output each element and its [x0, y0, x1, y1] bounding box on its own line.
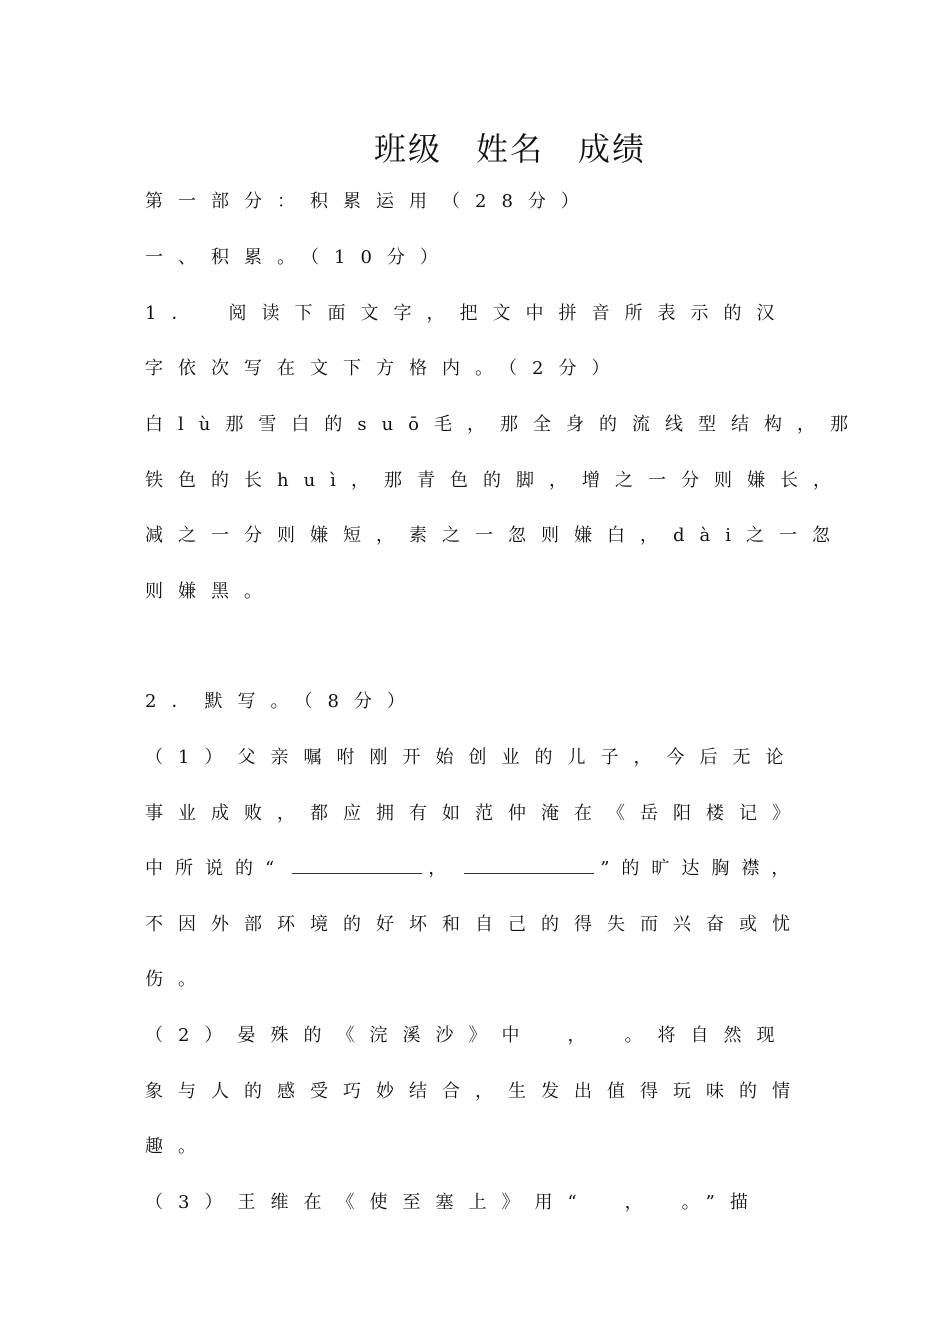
passage-line-3: 减之一分则嫌短，素之一忽则嫌白，dài之一忽: [145, 525, 846, 546]
question-2-1-line-2: 事业成败，都应拥有如范仲淹在《岳阳楼记》: [145, 803, 805, 824]
answer-blank-2[interactable]: [464, 859, 594, 874]
blank-separator-text: ，: [428, 858, 459, 879]
question-2-2-line-2: 象与人的感受巧妙结合，生发出值得玩味的情: [145, 1081, 805, 1102]
passage-line-1: 白lù那雪白的suō毛，那全身的流线型结构，那: [145, 414, 864, 435]
question-2-3-line-1: （3）王维在《使至塞上》用“ ， 。”描: [145, 1192, 763, 1213]
section-heading: 第一部分：积累运用（28分）: [145, 191, 594, 212]
passage-line-2: 铁色的长huì，那青色的脚，增之一分则嫌长，: [145, 470, 846, 491]
subsection-heading: 一、积累。（10分）: [145, 247, 453, 268]
blank-suffix-text: ”的旷达胸襟，: [600, 858, 802, 879]
question-2-1-line-3: [145, 857, 801, 881]
question-2-1-line-4: 不因外部环境的好坏和自己的得失而兴奋或忧: [145, 914, 805, 935]
question-2-1-line-1: （1）父亲嘱咐刚开始创业的儿子，今后无论: [145, 747, 799, 768]
blank-prefix-text: 中所说的“: [145, 858, 287, 879]
question-1-line-2: 字依次写在文下方格内。（2分）: [145, 358, 625, 379]
question-2-1-line-5: 伤。: [145, 969, 211, 990]
answer-blank-1[interactable]: [292, 859, 422, 874]
question-2-2-line-3: 趣。: [145, 1136, 211, 1157]
page-title: 班级 姓名 成绩: [373, 130, 646, 168]
question-1-line-1: 1． 阅读下面文字，把文中拼音所表示的汉: [145, 303, 790, 324]
passage-line-4: 则嫌黑。: [145, 581, 277, 602]
question-2-heading: 2．默写。（8分）: [145, 691, 420, 712]
question-2-2-line-1: （2）晏殊的《浣溪沙》中 ， 。将自然现: [145, 1025, 790, 1046]
